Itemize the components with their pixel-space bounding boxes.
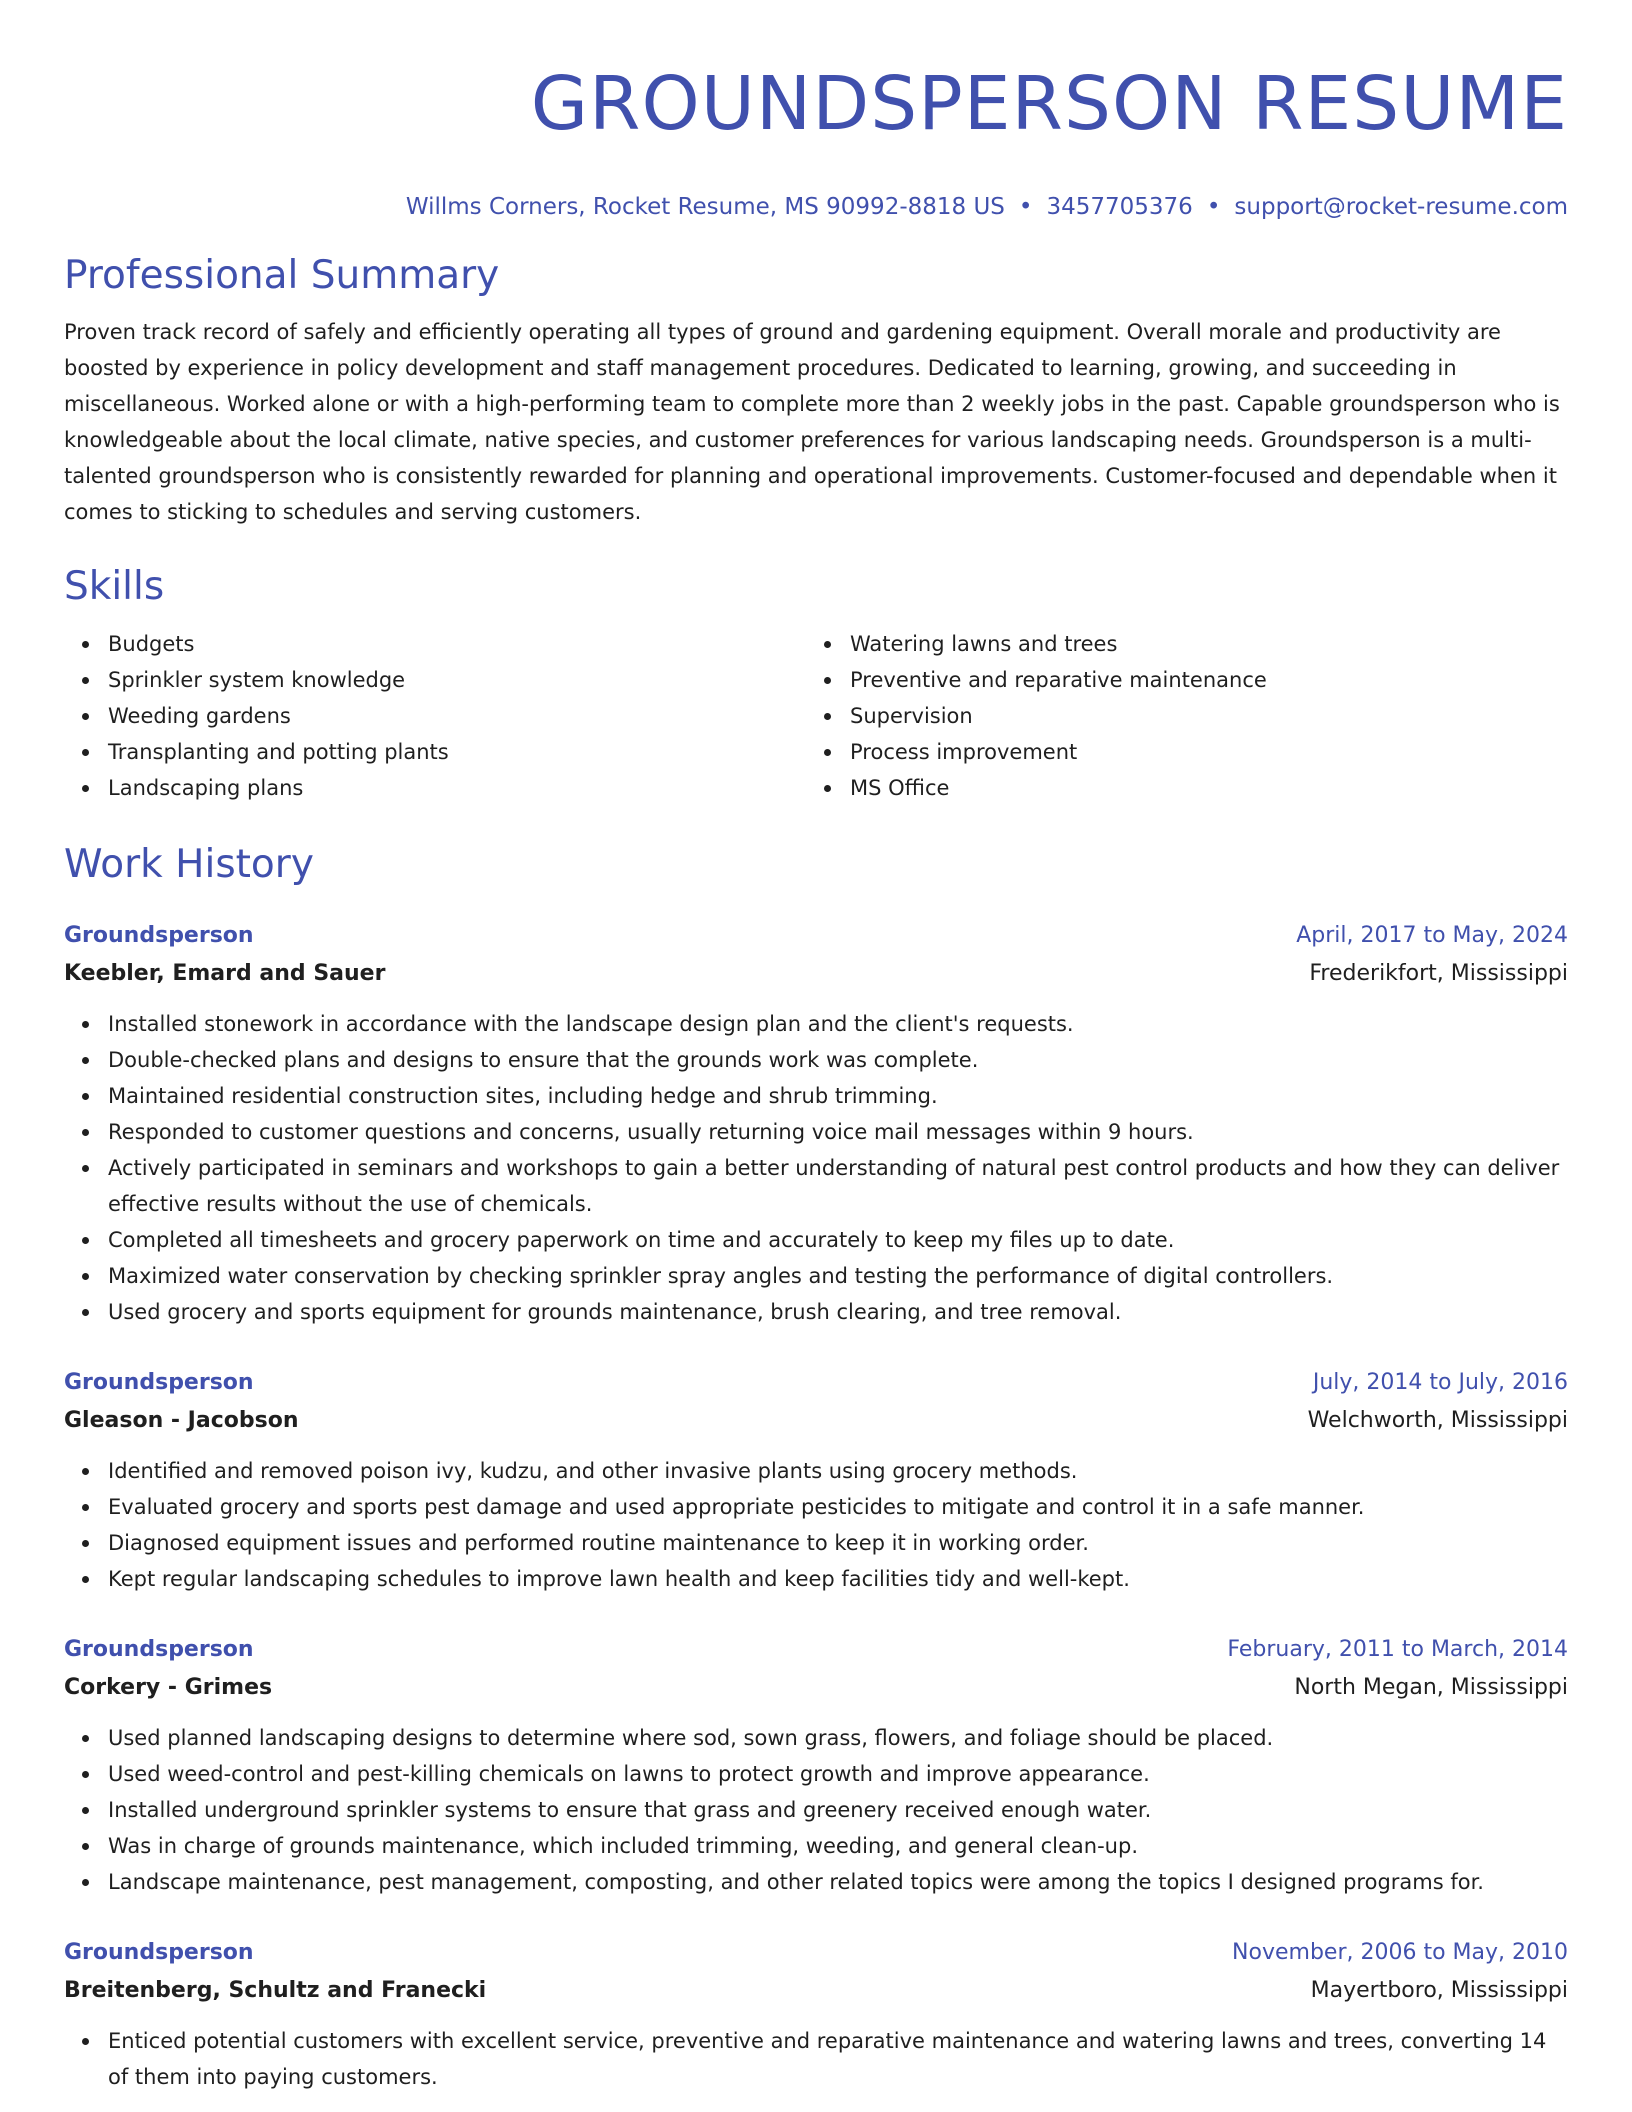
summary-text: Proven track record of safely and efficiently operating all types of ground and gardening equipment. Overall morale and productivity are boosted by experience in policy development and staff management procedures. Dedicated to learning, growing, and succeeding in miscellaneous. Worked alone or with a high-performing team to complete more than 2 weekly jobs in the past. Capable groundsperson who is knowledgeable about the local climate, native species, and customer preferences for various landscaping needs. Groundsperson is a multi-talented groundsperson who is consistently rewarded for planning and operational improvements. Customer-focused and dependable when it comes to sticking to schedules and serving customers.: [64, 320, 1560, 524]
job-bullet: Responded to customer questions and concerns, usually returning voice mail messages within 9 hours.: [108, 1114, 1568, 1150]
job-title: Groundsperson: [64, 923, 254, 948]
job-company-row: [64, 1972, 1568, 2010]
job-company: Corkery - Grimes: [64, 1675, 273, 1700]
job-location: Welchworth, Mississippi: [1307, 1408, 1568, 1433]
contact-email: support@rocket-resume.com: [1234, 194, 1568, 220]
job-title-row: [64, 1364, 1568, 1402]
job-company-row: [64, 1402, 1568, 1440]
skill-item: Watering lawns and trees: [850, 626, 1568, 662]
skill-item: Budgets: [108, 626, 806, 662]
work-history-heading: Work History: [64, 842, 314, 887]
job-bullet: Evaluated grocery and sports pest damage and used appropriate pesticides to mitigate and control it in a safe manner.: [108, 1489, 1568, 1525]
job-bullet: Maximized water conservation by checking sprinkler spray angles and testing the performance of digital controllers.: [108, 1258, 1568, 1294]
skill-item: Process improvement: [850, 734, 1568, 770]
job-company: Gleason - Jacobson: [64, 1408, 299, 1433]
skill-item: Sprinkler system knowledge: [108, 662, 806, 698]
job-bullet: Enticed potential customers with excellent service, preventive and reparative maintenance and watering lawns and trees, converting 14 of them into paying customers.: [108, 2023, 1568, 2095]
resume-title: GROUNDSPERSON RESUME: [530, 61, 1568, 147]
job-entry: [64, 917, 1568, 1330]
job-bullet-list: [64, 1006, 1568, 1330]
job-bullet: Installed underground sprinkler systems to ensure that grass and greenery received enough water.: [108, 1792, 1568, 1828]
job-title-row: [64, 917, 1568, 955]
job-location: North Megan, Mississippi: [1294, 1675, 1568, 1700]
job-bullet: Kept regular landscaping schedules to improve lawn health and keep facilities tidy and well-kept.: [108, 1561, 1568, 1597]
job-bullet: Used grocery and sports equipment for grounds maintenance, brush clearing, and tree removal.: [108, 1294, 1568, 1330]
job-company-row: [64, 1669, 1568, 1707]
skill-item: MS Office: [850, 770, 1568, 806]
job-title-row: [64, 1934, 1568, 1972]
job-bullet: Double-checked plans and designs to ensure that the grounds work was complete.: [108, 1042, 1568, 1078]
job-bullet: Used weed-control and pest-killing chemicals on lawns to protect growth and improve appearance.: [108, 1756, 1568, 1792]
job-company: Keebler, Emard and Sauer: [64, 961, 386, 986]
skills-heading: Skills: [64, 564, 165, 609]
job-location: Frederikfort, Mississippi: [1309, 961, 1568, 986]
job-dates: February, 2011 to March, 2014: [1227, 1637, 1568, 1662]
contact-separator: •: [1206, 194, 1221, 220]
job-bullet: Used planned landscaping designs to determine where sod, sown grass, flowers, and foliage should be placed.: [108, 1720, 1568, 1756]
job-bullet-list: [64, 1453, 1568, 1597]
contact-phone: 3457705376: [1046, 194, 1193, 220]
job-bullet: Completed all timesheets and grocery paperwork on time and accurately to keep my files up to date.: [108, 1222, 1568, 1258]
contact-address: Willms Corners, Rocket Resume, MS 90992-8818 US: [405, 194, 1005, 220]
job-bullet: Identified and removed poison ivy, kudzu, and other invasive plants using grocery methods.: [108, 1453, 1568, 1489]
job-bullet: Landscape maintenance, pest management, composting, and other related topics were among the topics I designed programs for.: [108, 1864, 1568, 1900]
job-dates: April, 2017 to May, 2024: [1296, 923, 1568, 948]
skills-list-left: [64, 626, 806, 806]
job-company-row: [64, 955, 1568, 993]
skills-grid: [64, 626, 1568, 806]
job-bullet: Diagnosed equipment issues and performed routine maintenance to keep it in working order.: [108, 1525, 1568, 1561]
skill-item: Transplanting and potting plants: [108, 734, 806, 770]
job-bullet: Installed stonework in accordance with the landscape design plan and the client's requests.: [108, 1006, 1568, 1042]
job-title: Groundsperson: [64, 1940, 254, 1965]
summary-heading: Professional Summary: [64, 253, 500, 298]
skill-item: Weeding gardens: [108, 698, 806, 734]
contact-separator: •: [1018, 194, 1033, 220]
job-entry: [64, 1364, 1568, 1597]
job-title: Groundsperson: [64, 1637, 254, 1662]
job-title-row: [64, 1631, 1568, 1669]
job-bullet: Was in charge of grounds maintenance, which included trimming, weeding, and general clean-up.: [108, 1828, 1568, 1864]
contact-line: [64, 192, 1568, 222]
job-entry: [64, 1934, 1568, 2095]
job-dates: July, 2014 to July, 2016: [1312, 1370, 1568, 1395]
job-bullet-list: [64, 1720, 1568, 1900]
job-location: Mayertboro, Mississippi: [1310, 1978, 1568, 2003]
job-entry: [64, 1631, 1568, 1900]
job-bullet: Maintained residential construction sites, including hedge and shrub trimming.: [108, 1078, 1568, 1114]
job-bullet: Actively participated in seminars and workshops to gain a better understanding of natural pest control products and how they can deliver effective results without the use of chemicals.: [108, 1150, 1568, 1222]
job-company: Breitenberg, Schultz and Franecki: [64, 1978, 487, 2003]
skill-item: Preventive and reparative maintenance: [850, 662, 1568, 698]
skill-item: Landscaping plans: [108, 770, 806, 806]
job-bullet-list: [64, 2023, 1568, 2095]
job-title: Groundsperson: [64, 1370, 254, 1395]
skill-item: Supervision: [850, 698, 1568, 734]
skills-list-right: [806, 626, 1568, 806]
job-dates: November, 2006 to May, 2010: [1232, 1940, 1568, 1965]
